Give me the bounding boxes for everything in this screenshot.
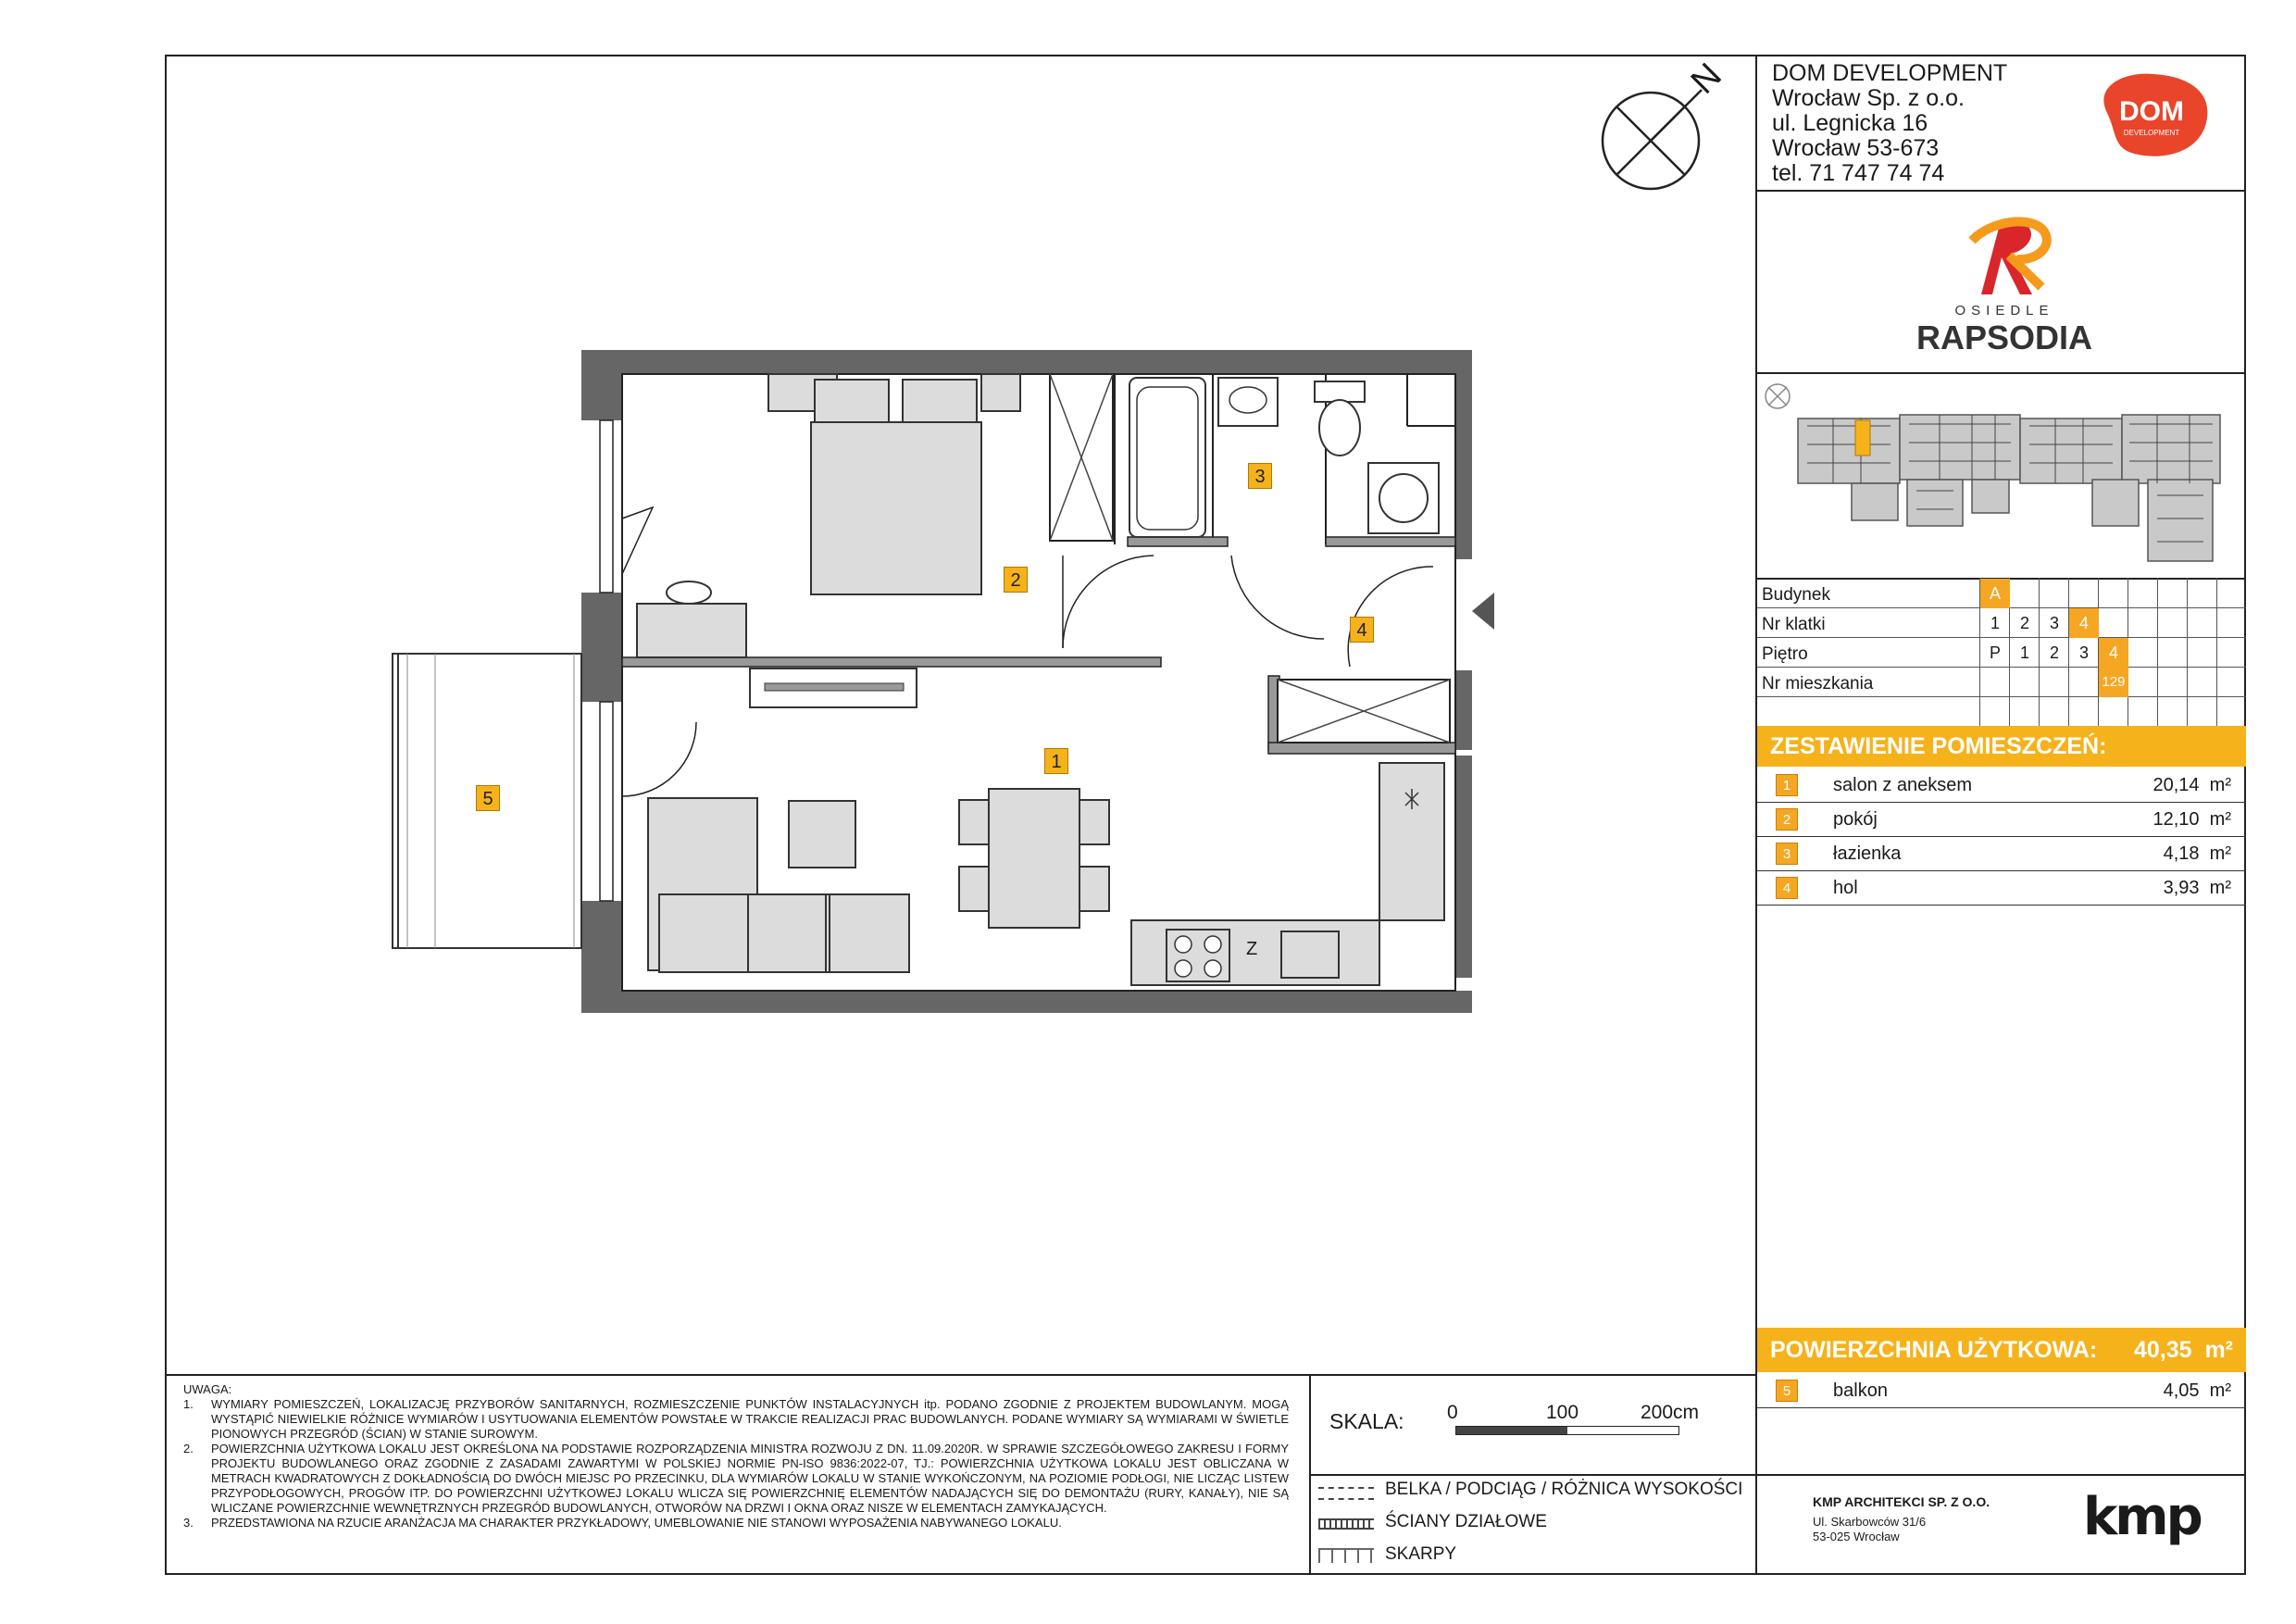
architect-name: KMP ARCHITEKCI SP. Z O.O. (1813, 1494, 1990, 1509)
legend-slope-icon (1318, 1548, 1374, 1563)
pietro-2: 2 (2049, 643, 2059, 662)
balcony-row: 5 balkon 4,05 m² (1757, 1374, 2246, 1408)
room-tag-3: 3 (1248, 463, 1272, 489)
legend-beam-icon (1318, 1487, 1374, 1500)
total-area-bar (1757, 1328, 2246, 1372)
dom-development-logo (2089, 67, 2215, 163)
klatka-2: 2 (2019, 614, 2029, 632)
company-address (1772, 61, 2007, 186)
legend-slope: SKARPY (1385, 1544, 1457, 1564)
room-row-1: 1 salon z aneksem 20,14 m² (1757, 768, 2246, 803)
scale-legend-rule (1309, 1474, 1755, 1476)
room-row-3: 3 łazienka 4,18 m² (1757, 837, 2246, 871)
project-name: RAPSODIA (1915, 319, 2093, 356)
pietro-1: 1 (2019, 643, 2029, 662)
room-tag-1: 1 (1044, 748, 1068, 774)
notes-title: UWAGA: (183, 1382, 232, 1396)
notes-block (183, 1382, 1289, 1530)
kmp-logo: kmp (2083, 1487, 2201, 1547)
company-line-2: Wrocław Sp. z o.o. (1772, 85, 1965, 111)
klatka-1: 1 (1990, 614, 2000, 632)
total-area-value: 40,35 m² (2133, 1337, 2233, 1363)
scale-tick-0: 0 (1447, 1402, 1458, 1423)
pietro-p: P (1989, 643, 2001, 662)
company-line-4: Wrocław 53-673 (1772, 135, 1940, 161)
room-row-4: 4 hol 3,93 m² (1757, 871, 2246, 906)
scale-tick-100: 100 (1546, 1402, 1579, 1423)
scale-bar (1455, 1426, 1679, 1435)
budynek-label: Budynek (1762, 585, 1830, 605)
compass-n-label: N (1683, 56, 1729, 102)
sidebar-rule-project (1755, 372, 2246, 374)
budynek-value: A (1980, 579, 2010, 608)
key-plan-unit-marker (1855, 420, 1870, 456)
company-line-3: ul. Legnicka 16 (1772, 110, 1928, 136)
company-phone: tel. 71 747 74 74 (1772, 160, 1945, 186)
floor-plan (370, 343, 1518, 1028)
project-subtitle: OSIEDLE (1954, 303, 2054, 319)
klatka-3: 3 (2049, 614, 2059, 632)
legend-partition-icon (1318, 1518, 1374, 1530)
notes-top-rule (165, 1374, 1755, 1376)
sidebar-rule-company (1755, 190, 2246, 192)
architect-address-1: Ul. Skarbowców 31/6 (1813, 1515, 1927, 1529)
legend-partition: ŚCIANY DZIAŁOWE (1385, 1512, 1547, 1531)
room-tag-4: 4 (1350, 617, 1374, 643)
note-2: 2. POWIERZCHNIA UŻYTKOWA LOKALU JEST OKREŚLONA NA PODSTAWIE ROZPORZĄDZENIA MINISTRA ROZWOJU Z DN. 11.09.2020R. W SPRAWIE SZCZEGÓŁOWEGO ZAKRESU I FORMY PROJEKTU BUDOWLANEGO ORAZ ZGODNIE Z ZASADAMI ZAWARTYMI W POLSKIEJ NORMIE PN-ISO 9836:2022-07, TJ.: POWIERZCHNIA UŻYTKOWA LOKALU JEST OBLICZANA W METRACH KWADRATOWYCH Z DOKŁADNOŚCIĄ DO DWÓCH MIEJSC PO PRZECINKU, DLA WYMIARÓW LOKALU W STANIE WYKOŃCZONYM, NA POZIOMIE PODŁOGI, NIE LICZĄC LISTEW PRZYPODŁOGOWYCH, PROGÓW ITP. DO POWIERZCHNI UŻYTKOWEJ LOKALU WLICZA SIĘ POWIERZCHNIĘ ELEMENTÓW NADAJĄCYCH SIĘ DO DEMONTAŻU (RURY, KANAŁY), NIE SĄ WLICZANE POWIERZCHNIE WEWNĘTRZNYCH PRZEGRÓD BUDOWLANYCH, OTWORÓW NA DRZWI I OKNA ORAZ NISZE W ELEMENTACH ZAMYKAJĄCYCH. (183, 1442, 1289, 1515)
note-1: 1. WYMIARY POMIESZCZEŃ, LOKALIZACJĘ PRZYBORÓW SANITARNYCH, ROZMIESZCZENIE PUNKTÓW INSTALACYJNYCH itp. PODANO ZGODNIE Z PROJEKTEM BUDOWLANYM. MOGĄ WYSTĄPIĆ NIEWIELKIE RÓŻNICE WYMIARÓW I USYTUOWANIA ELEMENTÓW POWSTAŁE W TRAKCIE REALIZACJI PRAC BUDOWLANYCH. PODANE WYMIARY SĄ WYMIARAMI W ŚWIETLE PIONOWYCH PRZEGRÓD (ŚCIAN) W STANIE SUROWYM. (183, 1397, 1289, 1441)
klatka-label: Nr klatki (1762, 615, 1826, 634)
key-plan (1759, 380, 2240, 574)
legend-beam: BELKA / PODCIĄG / RÓŻNICA WYSOKOŚCI (1385, 1480, 1743, 1499)
rapsodia-r-icon (1944, 213, 2065, 301)
fridge-label: Z (1246, 939, 1258, 959)
room-tag-5: 5 (476, 785, 500, 811)
klatka-4: 4 (2069, 608, 2099, 638)
scale-tick-200: 200cm (1641, 1402, 1700, 1423)
mieszkanie-value: 129 (2099, 668, 2128, 697)
svg-text:DEVELOPMENT: DEVELOPMENT (2123, 129, 2180, 137)
scale-label: SKALA: (1329, 1409, 1404, 1433)
mieszkanie-label: Nr mieszkania (1762, 674, 1874, 693)
company-name: DOM DEVELOPMENT (1772, 60, 2008, 86)
rooms-header: ZESTAWIENIE POMIESZCZEŃ: (1757, 726, 2246, 767)
architect-top-rule (1755, 1474, 2246, 1476)
architect-address-2: 53-025 Wrocław (1813, 1530, 1900, 1543)
pietro-4: 4 (2099, 638, 2128, 668)
room-tag-2: 2 (1004, 567, 1028, 593)
room-row-2: 2 pokój 12,10 m² (1757, 803, 2246, 837)
total-area-label: POWIERZCHNIA UŻYTKOWA: (1770, 1337, 2098, 1363)
svg-text:DOM: DOM (2119, 96, 2184, 127)
pietro-label: Piętro (1762, 644, 1808, 664)
pietro-3: 3 (2078, 643, 2089, 662)
note-3: 3. PRZEDSTAWIONA NA RZUCIE ARANŻACJA MA CHARAKTER PRZYKŁADOWY, UMEBLOWANIE NIE STANOWI WYPOSAŻENIA NABYWANEGO LOKALU. (183, 1516, 1062, 1530)
